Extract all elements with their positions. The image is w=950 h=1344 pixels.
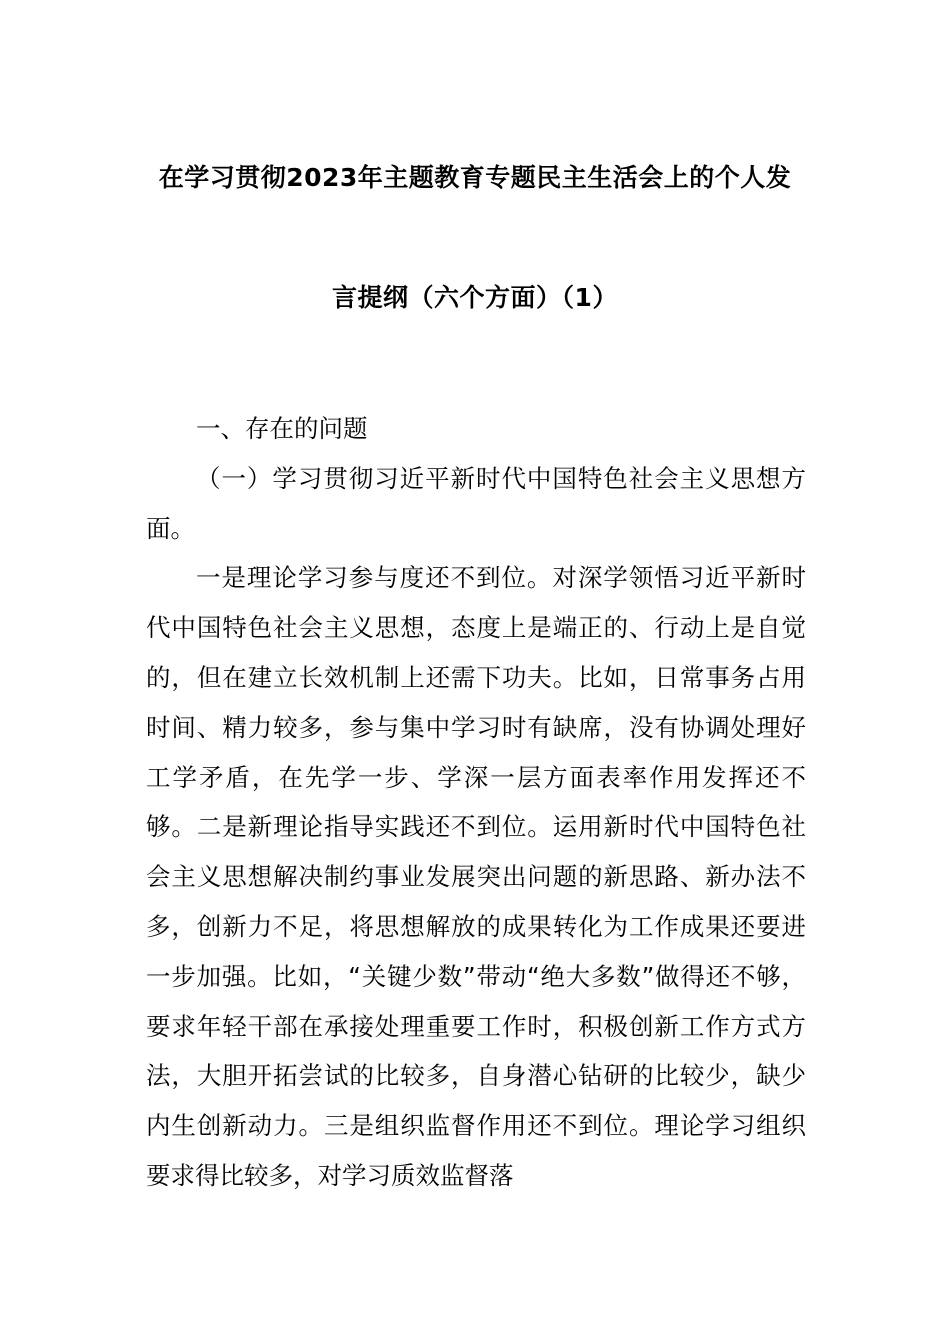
subsection-heading: （一）学习贯彻习近平新时代中国特色社会主义思想方面。 — [146, 463, 806, 543]
document-title-line-2: 言提纲（六个方面）（1） — [332, 283, 618, 312]
body-paragraph: 一是理论学习参与度还不到位。对深学领悟习近平新时代中国特色社会主义思想，态度上是端正的、行动上是自觉的，但在建立长效机制上还需下功夫。比如，日常事务占用时间、精力较多，参与集中学习时有缺席，没有协调处理好工学矛盾，在先学一步、学深一层方面表率作用发挥还不够。二是新理论指导实践还不到位。运用新时代中国特色社会主义思想解决制约事业发展突出问题的新思路、新办法不多，创新力不足，将思想解放的成果转化为工作成果还要进一步加强。比如，“关键少数”带动“绝大多数”做得还不够，要求年轻干部在承接处理重要工作时，积极创新工作方式方法，大胆开拓尝试的比较多，自身潜心钻研的比较少，缺少内生创新动力。三是组织监督作用还不到位。理论学习组织要求得比较多，对学习质效监督落 — [146, 563, 806, 1190]
document-body — [146, 404, 806, 1201]
section-heading: 一、存在的问题 — [196, 414, 368, 443]
document-title-line-1: 在学习贯彻2023年主题教育专题民主生活会上的个人发 — [158, 163, 792, 192]
